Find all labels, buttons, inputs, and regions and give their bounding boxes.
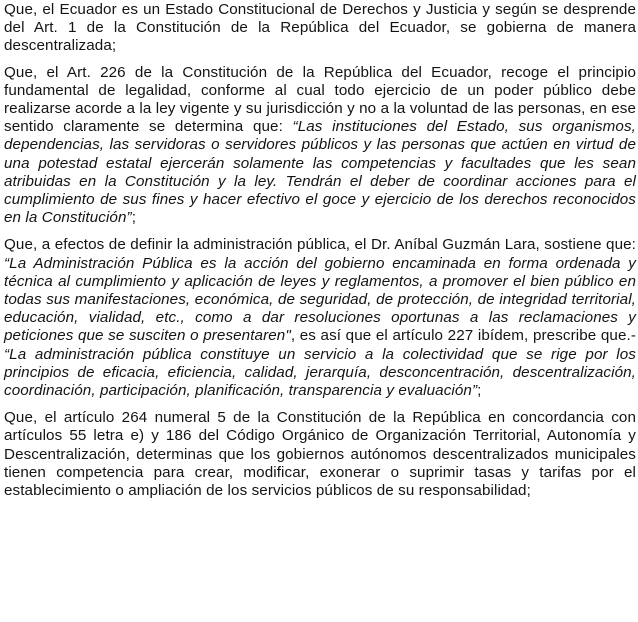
paragraph-3-middle: , es así que el artículo 227 ibídem, prescribe que.- (290, 327, 636, 345)
paragraph-4: Que, el artículo 264 numeral 5 de la Constitución de la República en concordancia con artículos 55 letra e) y 186 del Código Orgánico de Organización Territorial, Autonomía y Descentralización, determinas que los gobiernos autónomos descentralizados municipales tienen competencia para crear, modificar, exonerar o suprimir tasas y tarifas por el establecimiento o ampliación de los servicios públicos de su responsabilidad; (4, 409, 636, 500)
paragraph-3-intro: Que, a efectos de definir la administración pública, el Dr. Aníbal Guzmán Lara, sostiene que: (4, 236, 636, 254)
paragraph-3-quote-2: “La administración pública constituye un servicio a la colectividad que se rige por los principios de eficacia, eficiencia, calidad, jerarquía, desconcentración, descentralización, coordinación, participación, planificación, transparencia y evaluación” (4, 345, 636, 400)
paragraph-3-end: ; (477, 382, 482, 400)
paragraph-3 (4, 236, 636, 400)
paragraph-2-intro: Que, el Art. 226 de la Constitución de la República del Ecuador, recoge el principio fundamental de legalidad, conforme al cual todo ejercicio de un poder público debe realizarse acorde a la ley vigente y su jurisdicción y no a la voluntad de las personas, en ese sentido claramente se determina que: (4, 63, 636, 136)
paragraph-3-quote-1: “La Administración Pública es la acción del gobierno encaminada en forma ordenada y técnica al cumplimiento y aplicación de leyes y reglamentos, a promover el bien público en todas sus manifestaciones, económica, de seguridad, de protección, de integridad territorial, educación, vialidad, etc., como a dar resoluciones oportunas a las reclamaciones y peticiones que se susciten o presentaren" (4, 254, 636, 345)
paragraph-2 (4, 64, 636, 228)
paragraph-2-end: ; (131, 209, 137, 227)
paragraph-1: Que, el Ecuador es un Estado Constitucional de Derechos y Justicia y según se desprende del Art. 1 de la Constitución de la República del Ecuador, se gobierna de manera descentralizada; (4, 1, 636, 55)
paragraph-2-quote: “Las instituciones del Estado, sus organismos, dependencias, las servidoras o servidores públicos y las personas que actúen en virtud de una potestad estatal ejercerán solamente las competencias y facultades que les sean atribuidas en la Constitución y la ley. Tendrán el deber de coordinar acciones para el cumplimiento de sus fines y hacer efectivo el goce y ejercicio de los derechos reconocidos en la Constitución” (4, 118, 636, 227)
document-body (4, 1, 636, 500)
